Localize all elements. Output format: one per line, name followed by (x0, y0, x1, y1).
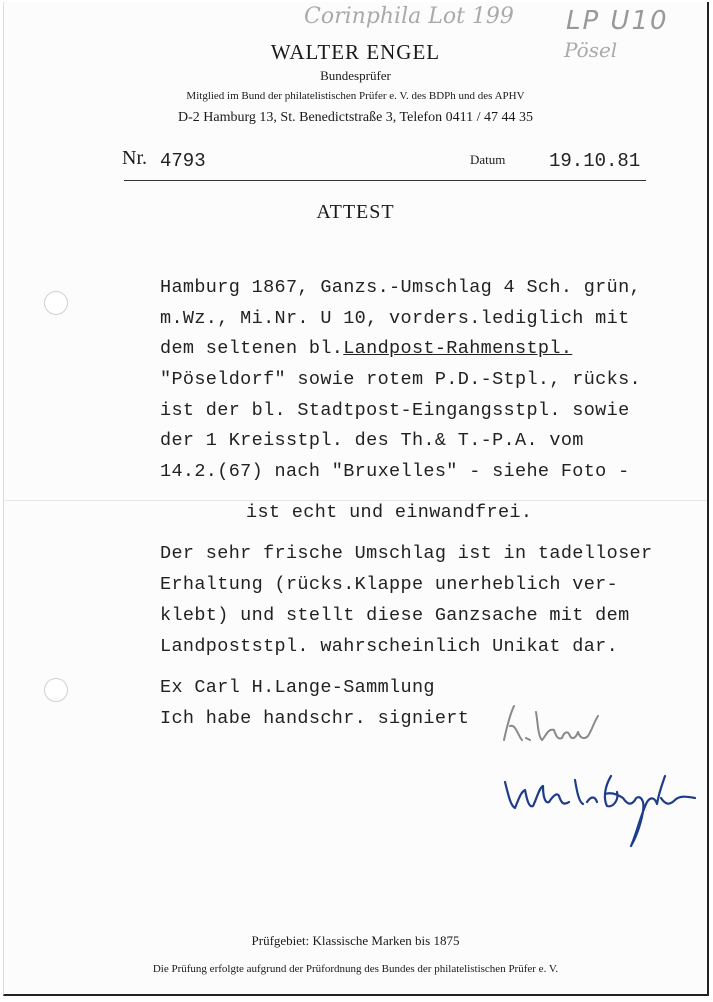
certificate-number: 4793 (160, 150, 206, 172)
letterhead-membership: Mitglied im Bund der philatelistischen Prüfer e. V. des BDPh und des APHV (186, 90, 525, 102)
underlined-stamp-name: Landpost-Rahmenstpl. (343, 338, 573, 359)
large-signature-first-name (505, 780, 597, 808)
header-rule (124, 180, 646, 181)
certificate-date: 19.10.81 (549, 150, 641, 172)
large-signature (499, 762, 699, 852)
certificate-page (3, 2, 709, 996)
small-signature (498, 702, 608, 752)
punch-hole-top (44, 291, 68, 315)
body-line-8: Der sehr frische Umschlag ist in tadelloser (160, 543, 653, 564)
punch-hole-bottom (44, 678, 68, 702)
body-line-10: klebt) und stellt diese Ganzsache mit dem (160, 605, 630, 626)
footer-field-of-expertise: Prüfgebiet: Klassische Marken bis 1875 (251, 933, 460, 948)
body-line-11: Landpoststpl. wahrscheinlich Unikat dar. (160, 636, 619, 657)
handwritten-catalog-note: LP U10 (566, 6, 669, 36)
body-line-9: Erhaltung (rücks.Klappe unerheblich ver- (160, 574, 619, 595)
body-line-3 (160, 338, 572, 359)
handwritten-posel-note: Pösel (564, 38, 618, 62)
large-signature-last-name (605, 776, 695, 846)
fold-line (4, 500, 707, 501)
body-line-5: ist der bl. Stadtpost-Eingangsstpl. sowie (160, 400, 630, 421)
date-label: Datum (470, 152, 506, 167)
provenance-line: Ex Carl H.Lange-Sammlung (160, 677, 435, 698)
body-line-2: m.Wz., Mi.Nr. U 10, vorders.lediglich mit (160, 308, 630, 329)
body-line-3-prefix: dem seltenen bl. (160, 338, 344, 359)
certificate-number-label: Nr. (122, 147, 147, 169)
body-line-1: Hamburg 1867, Ganzs.-Umschlag 4 Sch. grün, (160, 277, 641, 298)
letterhead-role: Bundesprüfer (320, 68, 391, 83)
signed-note-line: Ich habe handschr. signiert (160, 708, 470, 729)
body-line-4: "Pöseldorf" sowie rotem P.D.-Stpl., rücks. (160, 369, 641, 390)
verdict-line: ist echt und einwandfrei. (246, 502, 533, 523)
footer-legal-basis: Die Prüfung erfolgte aufgrund der Prüfordnung des Bundes der philatelistischen Prüfer e. V. (152, 963, 559, 975)
letterhead-address: D-2 Hamburg 13, St. Benedictstraße 3, Telefon 0411 / 47 44 35 (178, 110, 533, 125)
body-line-7: 14.2.(67) nach "Bruxelles" - siehe Foto - (160, 461, 630, 482)
body-line-6: der 1 Kreisstpl. des Th.& T.-P.A. vom (160, 430, 584, 451)
handwritten-lot-note: Corinphila Lot 199 (304, 4, 514, 29)
small-signature-stroke (504, 706, 598, 740)
document-title: ATTEST (316, 201, 395, 223)
letterhead-name: WALTER ENGEL (270, 40, 441, 64)
